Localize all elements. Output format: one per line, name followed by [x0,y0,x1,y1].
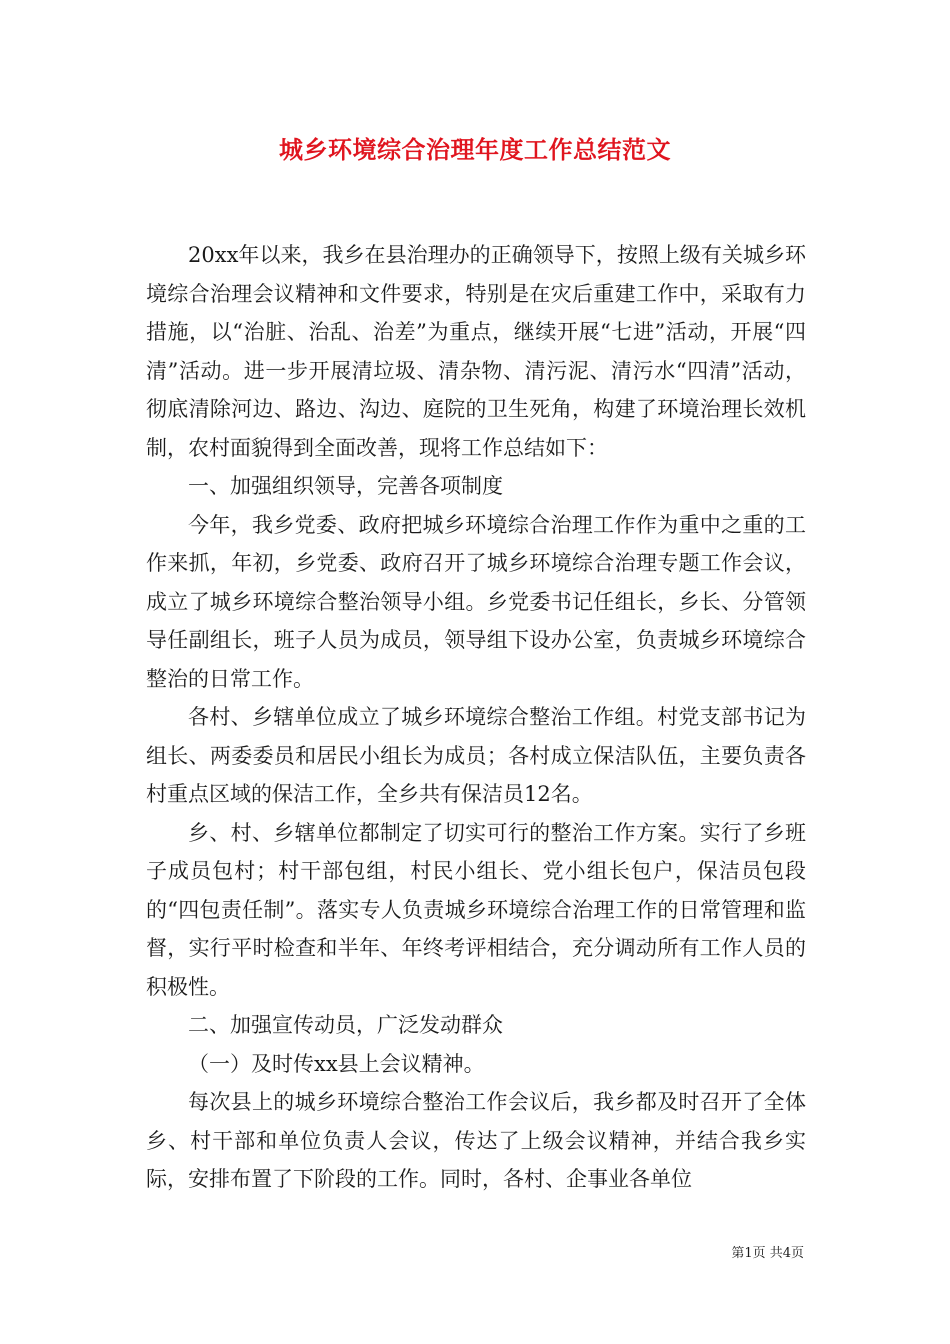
document-title: 城乡环境综合治理年度工作总结范文 [279,135,671,164]
document-body [146,236,806,1199]
page-number: 第1页 共4页 [731,1246,804,1261]
paragraph: 每次县上的城乡环境综合整治工作会议后，我乡都及时召开了全体乡、村干部和单位负责人会议，传达了上级会议精神，并结合我乡实际，安排布置了下阶段的工作。同时，各村、企事业各单位 [146,1090,806,1191]
section-heading-2: 二、加强宣传动员，广泛发动群众 [188,1013,503,1037]
paragraph: 乡、村、乡辖单位都制定了切实可行的整治工作方案。实行了乡班子成员包村；村干部包组，村民小组长、党小组长包户，保洁员包段的“四包责任制”。落实专人负责城乡环境综合治理工作的日常管理和监督，实行平时检查和半年、年终考评相结合，充分调动所有工作人员的积极性。 [146,820,806,999]
paragraph: 今年，我乡党委、政府把城乡环境综合治理工作作为重中之重的工作来抓，年初，乡党委、政府召开了城乡环境综合治理专题工作会议，成立了城乡环境综合整治领导小组。乡党委书记任组长，乡长、分管领导任副组长，班子人员为成员，领导组下设办公室，负责城乡环境综合整治的日常工作。 [146,512,806,691]
paragraph-intro: 20xx年以来，我乡在县治理办的正确领导下，按照上级有关城乡环境综合治理会议精神和文件要求，特别是在灾后重建工作中，采取有力措施，以“治脏、治乱、治差”为重点，继续开展“七进”活动，开展“四清”活动。进一步开展清垃圾、清杂物、清污泥、清污水“四清”活动，彻底清除河边、路边、沟边、庭院的卫生死角，构建了环境治理长效机制，农村面貌得到全面改善，现将工作总结如下： [146,243,806,460]
subsection-heading: （一）及时传xx县上会议精神。 [188,1051,485,1076]
section-heading-1: 一、加强组织领导，完善各项制度 [188,474,503,498]
paragraph: 各村、乡辖单位成立了城乡环境综合整治工作组。村党支部书记为组长、两委委员和居民小组长为成员；各村成立保洁队伍，主要负责各村重点区域的保洁工作，全乡共有保洁员12名。 [146,705,806,806]
